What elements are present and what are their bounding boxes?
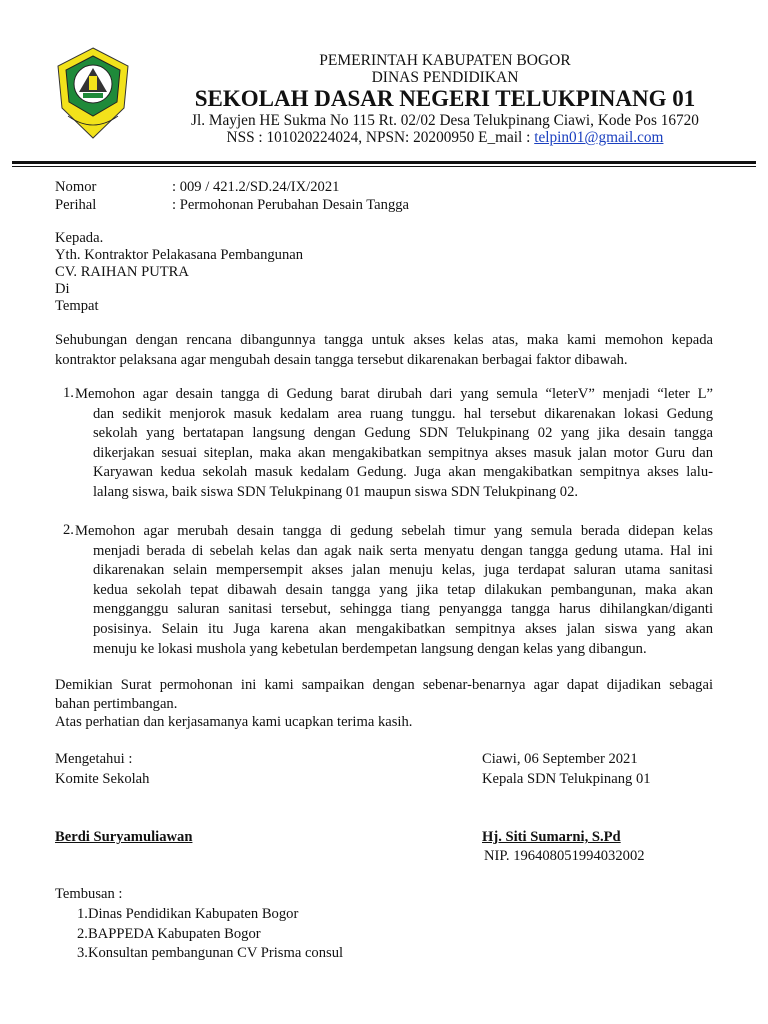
recipient-block: [55, 230, 303, 315]
item-2: [75, 522, 713, 542]
perihal-label: Perihal: [55, 197, 97, 213]
header-divider: [12, 161, 756, 164]
school-ids: [140, 129, 750, 147]
principal-nip: NIP. 196408051994032002: [484, 848, 645, 864]
item-line: menjadi berada di sebelah kelas dan agak naik serta menyatu dengan tangga gedung utama. Hal ini: [93, 542, 713, 559]
header-divider-thin: [12, 166, 756, 167]
intro-paragraph: [55, 331, 713, 370]
item-line: dikarenakan selain mempersempit akses jalan menuju kelas, juga terdapat saluran utama sanitasi: [93, 562, 713, 579]
item-line: Karyawan kedua sekolah masuk kedalam Gedung. Juga akan mengakibatkan sempitnya akses lalu-: [93, 464, 713, 481]
department-title: DINAS PENDIDIKAN: [371, 69, 519, 86]
item-line: kedua sekolah tepat dibawah desain tangga yang jika tetap dilakukan pembangunan, maka akan: [93, 581, 713, 598]
right-sign-line1: Ciawi, 06 September 2021: [482, 751, 638, 767]
cc-label: Tembusan :: [55, 886, 123, 902]
item-1-continued: [93, 405, 713, 503]
item-line: dikerjakan sesuai siteplan, maka akan mengakibatkan sempitnya akses masuk jalan motor Guru dan: [93, 444, 713, 461]
email-link[interactable]: telpin01@gmail.com: [534, 129, 664, 146]
cc-item: 1.Dinas Pendidikan Kabupaten Bogor: [77, 906, 299, 922]
cc-item: 2.BAPPEDA Kabupaten Bogor: [77, 926, 261, 942]
intro-line: Sehubungan dengan rencana dibangunnya tangga untuk akses kelas atas, maka kami memohon kepada: [55, 332, 713, 348]
recipient-line: Kepada.: [55, 230, 104, 246]
school-ids-text: NSS : 101020224024, NPSN: 20200950 E_mail :: [226, 129, 535, 146]
item-line: Memohon agar desain tangga di Gedung barat dirubah dari yang semula “leterV” menjadi “leter L”: [75, 386, 713, 402]
item-line: sekolah yang bertatapan langsung dengan Gedung SDN Telukpinang 02 yang jika desain tangga: [93, 425, 713, 442]
recipient-line: Yth. Kontraktor Pelakasana Pembangunan: [55, 247, 304, 263]
left-sign-line1: Mengetahui :: [55, 751, 133, 767]
nomor-value: : 009 / 421.2/SD.24/IX/2021: [172, 179, 340, 195]
perihal-value: : Permohonan Perubahan Desain Tangga: [172, 197, 410, 213]
recipient-line: Tempat: [55, 298, 99, 314]
item-number: 2.: [63, 522, 74, 538]
closing-line: bahan pertimbangan.: [55, 695, 178, 712]
left-sign-line2: Komite Sekolah: [55, 771, 150, 787]
right-sign-line2: Kepala SDN Telukpinang 01: [482, 771, 651, 787]
item-line: posisinya. Selain itu Juga karena akan mengakibatkan sempitnya akses jalan siswa yang akan: [93, 620, 713, 637]
item-line: mengganggu saluran sanitasi tersebut, sehingga tiang penyangga tangga harus dihilangkan/diganti: [93, 601, 713, 618]
closing-line: Demikian Surat permohonan ini kami sampaikan dengan sebenar-benarnya agar dapat dijadikan sebagai: [55, 677, 713, 693]
item-1: [75, 385, 713, 405]
item-line: dan sedikit menjorok masuk kedalam area ruang tunggu. hal tersebut dikarenakan lokasi Gedung: [93, 405, 713, 422]
item-line: Memohon agar merubah desain tangga di gedung sebelah timur yang semula berada didepan kelas: [75, 523, 713, 539]
intro-line: kontraktor pelaksana agar mengubah desain tangga tersebut dikarenakan berbagai faktor dibawah.: [55, 351, 628, 368]
principal-name: Hj. Siti Sumarni, S.Pd: [482, 829, 621, 845]
item-2-continued: [93, 542, 713, 660]
government-title: PEMERINTAH KABUPATEN BOGOR: [319, 52, 571, 69]
item-line: menuju ke lokasi mushola yang kebetulan berdempetan langsung dengan kelas yang dibangun.: [93, 640, 647, 657]
nomor-label: Nomor: [55, 179, 97, 195]
cc-item: 3.Konsultan pembangunan CV Prisma consul: [77, 945, 344, 961]
closing-line: Atas perhatian dan kerjasamanya kami ucapkan terima kasih.: [55, 714, 413, 730]
item-number: 1.: [63, 385, 74, 401]
item-line: lalang siswa, baik siswa SDN Telukpinang 01 maupun siswa SDN Telukpinang 02.: [93, 483, 579, 500]
recipient-line: CV. RAIHAN PUTRA: [55, 264, 189, 280]
school-address: Jl. Mayjen HE Sukma No 115 Rt. 02/02 Desa Telukpinang Ciawi, Kode Pos 16720: [191, 112, 699, 129]
regency-logo: [56, 46, 130, 142]
school-title: SEKOLAH DASAR NEGERI TELUKPINANG 01: [194, 86, 696, 111]
committee-name: Berdi Suryamuliawan: [55, 829, 193, 845]
closing-paragraph: [55, 676, 713, 732]
recipient-line: Di: [55, 281, 70, 297]
